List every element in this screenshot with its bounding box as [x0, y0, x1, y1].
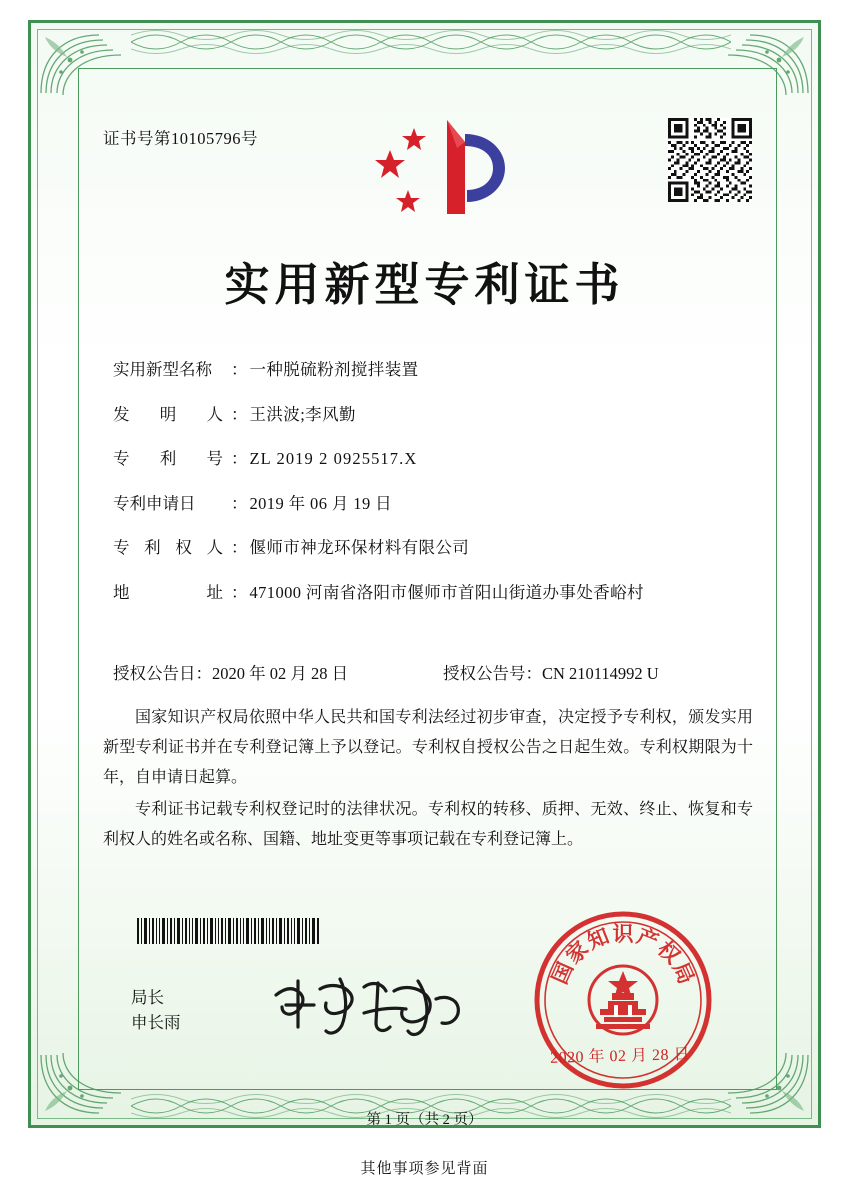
- svg-text:家: 家: [561, 936, 594, 969]
- handwritten-signature: [268, 965, 468, 1045]
- field-colon: ：: [231, 360, 248, 379]
- barcode-icon: [137, 918, 321, 944]
- grant-number-value: CN 210114992 U: [542, 664, 659, 683]
- body-paragraph-2: 专利证书记载专利权登记时的法律状况。专利权的转移、质押、无效、终止、恢复和专利权人的姓名或名称、国籍、地址变更等事项记载在专利登记簿上。: [103, 801, 753, 848]
- signature-role-label: 局长: [131, 988, 164, 1007]
- field-label-inventor: 发明人: [113, 404, 223, 424]
- field-row-patentee: [113, 534, 743, 558]
- field-colon: ：: [231, 493, 248, 513]
- seal-date: 2020 年 02 月 28 日: [549, 1046, 691, 1067]
- page-indicator: 第 1 页（共 2 页）: [366, 1112, 483, 1128]
- field-row-inventor: [113, 401, 743, 425]
- svg-text:权: 权: [652, 936, 685, 969]
- border-ornament-top: [131, 25, 731, 59]
- field-value-application-date: 2019 年 06 月 19 日: [249, 493, 393, 513]
- field-row-utility-model-name: [113, 356, 743, 380]
- field-row-patent-number: [113, 445, 743, 469]
- svg-text:国: 国: [547, 958, 578, 988]
- field-value-address: 471000 河南省洛阳市偃师市首阳山街道办事处香峪村: [249, 582, 644, 602]
- field-value-inventor: 王洪波;李风勤: [249, 404, 356, 424]
- certificate-body-text: [103, 703, 753, 857]
- signature-block: [131, 985, 181, 1035]
- svg-text:知: 知: [584, 923, 613, 954]
- grant-date-label: 授权公告日: [113, 664, 196, 683]
- field-colon: ：: [231, 582, 248, 602]
- field-row-application-date: [113, 490, 743, 514]
- field-label-address: 地址: [113, 582, 223, 602]
- qr-code-icon: [668, 118, 752, 202]
- grant-date-value: 2020 年 02 月 28 日: [212, 664, 349, 683]
- svg-text:识: 识: [612, 922, 634, 946]
- signature-name: 申长雨: [131, 1013, 181, 1032]
- svg-text:局: 局: [668, 958, 699, 988]
- back-side-note: 其他事项参见背面: [360, 1161, 489, 1177]
- certificate-fields: [113, 356, 743, 623]
- field-label-application-date: 专利申请日: [113, 493, 196, 513]
- field-colon: ：: [231, 538, 248, 557]
- svg-text:产: 产: [633, 923, 662, 954]
- field-label-patent-number: 专利号: [113, 449, 223, 468]
- grant-number-group: 授权公告号：CN 210114992 U: [443, 664, 659, 683]
- page-title: 实用新型专利证书: [224, 258, 625, 311]
- field-label-utility-model-name: 实用新型名称: [113, 360, 212, 379]
- grant-number-label: 授权公告号: [443, 664, 526, 683]
- field-label-patentee: 专利权人: [113, 538, 223, 557]
- field-value-patent-number: ZL 2019 2 0925517.X: [249, 449, 418, 468]
- grant-date-group: 授权公告日：2020 年 02 月 28 日: [113, 664, 349, 683]
- body-paragraph-1: 国家知识产权局依照中华人民共和国专利法经过初步审查，决定授予专利权，颁发实用新型专利证书并在专利登记簿上予以登记。专利权自授权公告之日起生效。专利权期限为十年，自申请日起算。: [103, 709, 753, 786]
- field-value-utility-model-name: 一种脱硫粉剂搅拌装置: [249, 360, 419, 379]
- certificate-number: 证书号第10105796号: [103, 129, 258, 148]
- field-colon: ：: [231, 404, 248, 424]
- cipo-logo-icon: [373, 112, 513, 222]
- field-value-patentee: 偃师市神龙环保材料有限公司: [249, 538, 470, 557]
- field-row-address: [113, 579, 743, 603]
- field-colon: ：: [231, 449, 248, 468]
